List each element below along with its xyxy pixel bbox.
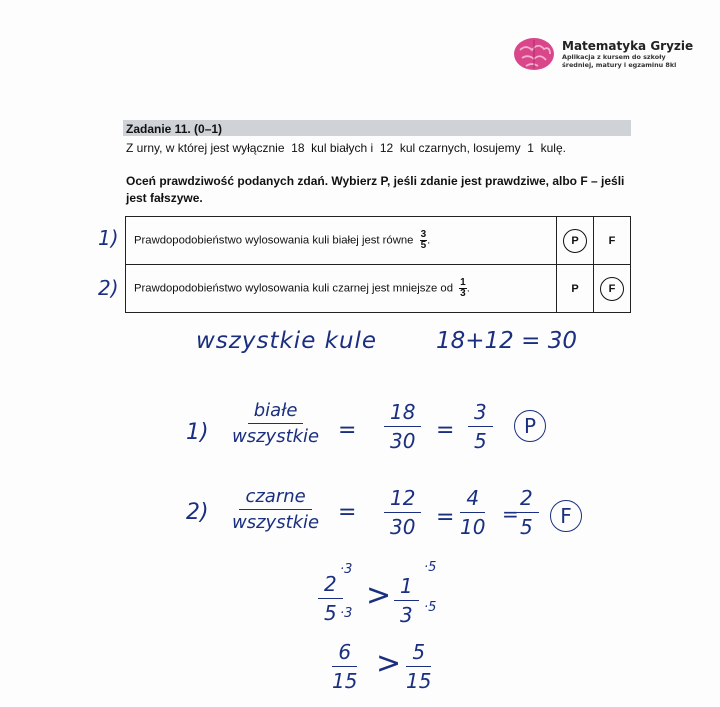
task-title-bar [123, 120, 631, 136]
statement-1-option-p[interactable] [557, 217, 594, 265]
brand-name: Matematyka Gryzie [562, 39, 694, 53]
fraction-denominator: 5 [420, 240, 427, 251]
greater-than-sign: > [376, 646, 402, 681]
statement-1 [126, 217, 557, 265]
task-title: Zadanie 11. (0–1) [126, 122, 223, 136]
task-intro: Z urny, w której jest wyłącznie 18 kul białych i 12 kul czarnych, losujemy 1 kulę. [126, 141, 566, 155]
statement-1-text: Prawdopodobieństwo wylosowania kuli białej jest równe [134, 234, 414, 247]
equals-sign: = [338, 418, 357, 443]
left-multiplier-bottom: ·3 [340, 606, 353, 621]
fraction-denominator: 15 [332, 669, 358, 693]
statement-2-text: Prawdopodobieństwo wylosowania kuli czarnej jest mniejsze od [134, 282, 453, 295]
fraction-denominator: 3 [400, 603, 413, 627]
option-f-label: F [608, 234, 616, 247]
step-2-fraction-4-10 [460, 486, 485, 539]
fraction-numerator: 3 [468, 400, 493, 427]
row-2-margin-number: 2) [98, 276, 119, 300]
compare-result-right-fraction [406, 640, 431, 693]
fraction-denominator: 30 [390, 515, 416, 539]
compare-result-left-fraction [332, 640, 357, 693]
task-instruction: Oceń prawdziwość podanych zdań. Wybierz P, jeśli zdanie jest prawdziwe, albo F – jeśli jest fałszywe. [126, 174, 625, 205]
fraction-numerator: czarne [239, 486, 311, 510]
step-1-number: 1) [186, 420, 209, 445]
compare-right-fraction [394, 574, 419, 627]
fraction-denominator: 5 [474, 429, 487, 453]
right-multiplier-top: ·5 [424, 560, 437, 575]
statement-1-end: . [427, 234, 431, 247]
fraction-denominator: 5 [520, 515, 533, 539]
fraction-numerator: 18 [384, 400, 421, 427]
equals-sign: = [436, 505, 455, 530]
fraction-numerator: 12 [384, 486, 421, 513]
step-1-fraction-3-5 [468, 400, 493, 453]
selected-option-f: F [600, 277, 624, 301]
left-multiplier-top: ·3 [340, 562, 353, 577]
row-1-margin-number: 1) [98, 226, 119, 250]
statement-2-fraction [459, 278, 467, 299]
fraction-denominator: 5 [324, 601, 337, 625]
fraction-numerator: 2 [318, 572, 343, 599]
statement-1-option-f[interactable] [594, 217, 631, 265]
option-p-label: P [571, 282, 579, 295]
step-2-fraction-2-5 [514, 486, 539, 539]
fraction-denominator: wszystkie [232, 512, 320, 533]
greater-than-sign: > [366, 578, 392, 613]
handwritten-sum: 18+12 = 30 [436, 328, 577, 354]
fraction-numerator: 3 [420, 229, 427, 240]
statement-2-option-f[interactable] [594, 265, 631, 313]
fraction-numerator: 1 [460, 277, 466, 288]
brand-logo [512, 36, 693, 72]
fraction-numerator: 1 [394, 574, 419, 601]
step-1-answer-circle: P [514, 410, 546, 442]
table-row [126, 217, 631, 265]
fraction-denominator: 10 [460, 515, 486, 539]
selected-option-p: P [563, 229, 587, 253]
fraction-numerator: 5 [406, 640, 431, 667]
fraction-numerator: 4 [460, 486, 485, 513]
step-2-word-fraction [232, 486, 319, 533]
right-multiplier-bottom: ·5 [424, 600, 437, 615]
fraction-denominator: 30 [390, 429, 416, 453]
brand-tagline: Aplikacja z kursem do szkoły średniej, matury i egzaminu 8kl [562, 53, 677, 69]
step-1-fraction-18-30 [384, 400, 421, 453]
fraction-numerator: białe [248, 400, 304, 424]
statement-2 [126, 265, 557, 313]
handwritten-heading: wszystkie kule [196, 328, 378, 354]
fraction-denominator: wszystkie [232, 426, 320, 447]
fraction-numerator: 2 [514, 486, 539, 513]
step-2-answer-circle: F [550, 500, 582, 532]
true-false-table [125, 216, 631, 313]
equals-sign: = [502, 502, 519, 526]
step-1-word-fraction [232, 400, 319, 447]
step-2-number: 2) [186, 500, 209, 525]
statement-2-option-p[interactable] [557, 265, 594, 313]
step-2-fraction-12-30 [384, 486, 421, 539]
fraction-denominator: 3 [460, 288, 466, 299]
fraction-numerator: 6 [332, 640, 357, 667]
equals-sign: = [436, 418, 455, 443]
statement-2-end: . [466, 282, 470, 295]
brain-icon [512, 36, 556, 72]
equals-sign: = [338, 500, 357, 525]
fraction-denominator: 15 [406, 669, 432, 693]
table-row [126, 265, 631, 313]
